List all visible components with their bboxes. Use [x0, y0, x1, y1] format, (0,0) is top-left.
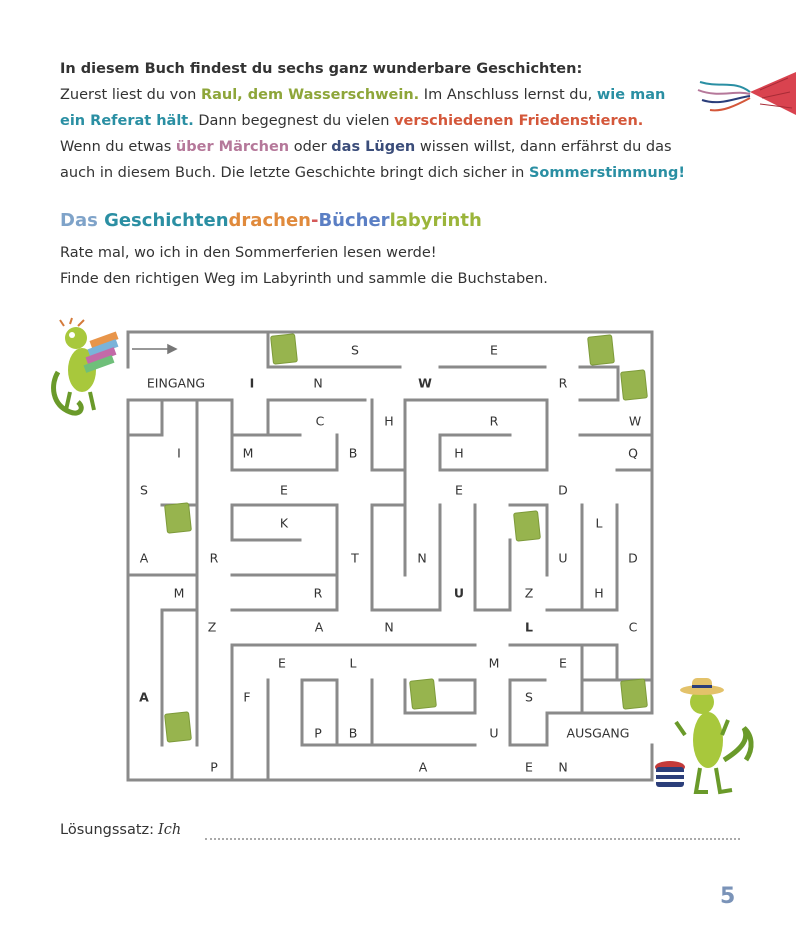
story-title-friedenstiere: verschiedenen Friedenstieren. — [394, 113, 644, 129]
story-title-referat-part: wie man — [596, 87, 666, 103]
maze-letter: M — [173, 585, 185, 601]
maze-letter: S — [140, 482, 148, 498]
maze-letter: F — [243, 689, 251, 705]
maze-letter: D — [558, 482, 568, 498]
maze-letter: A — [314, 619, 324, 635]
story-title-sommer: Sommerstimmung! — [528, 165, 685, 181]
maze-letter: Z — [207, 619, 217, 635]
instruction-line-1: Rate mal, wo ich in den Sommerferien lesen werde! — [60, 245, 437, 261]
text: oder — [289, 139, 332, 155]
story-title-referat: ein Referat hält. — [60, 113, 194, 129]
dragon-with-books-icon — [54, 318, 119, 413]
maze-letter: N — [313, 375, 323, 391]
maze-letter: R — [558, 375, 568, 391]
title-part: Geschichten — [104, 210, 229, 231]
maze-letter: E — [559, 655, 567, 671]
text: auch in diesem Buch. Die letzte Geschichte bringt dich sicher in — [60, 165, 529, 181]
maze-letter: M — [488, 655, 500, 671]
maze-letter: S — [525, 689, 533, 705]
dragon-with-hat-icon — [655, 678, 751, 792]
maze-letter: N — [384, 619, 394, 635]
maze-letter: I — [249, 375, 255, 391]
maze-start-label: EINGANG — [146, 375, 206, 391]
maze-letter: T — [351, 550, 359, 566]
maze-letter: D — [628, 550, 638, 566]
maze-letter: U — [558, 550, 568, 566]
maze-letter: E — [490, 342, 498, 358]
maze-letter: L — [525, 619, 533, 635]
maze-letter: B — [348, 445, 358, 461]
answer-start: Ich — [158, 822, 182, 838]
story-title-maerchen: über Märchen — [175, 139, 290, 155]
maze-letter: R — [313, 585, 323, 601]
maze-walls — [128, 332, 652, 780]
text: wissen willst, dann erfährst du das — [415, 139, 672, 155]
title-part: - — [310, 210, 319, 231]
page-number: 5 — [720, 884, 736, 909]
maze-letter: P — [314, 725, 322, 741]
title-part: labyrinth — [389, 210, 482, 231]
maze-letter: C — [628, 619, 638, 635]
story-title-raul: Raul, dem Wasserschwein. — [200, 87, 420, 103]
answer-line — [60, 822, 181, 838]
maze-letter: Z — [524, 585, 534, 601]
intro-line-1: In diesem Buch findest du sechs ganz wunderbare Geschichten: — [60, 61, 583, 77]
maze-letter: N — [417, 550, 427, 566]
maze-letter: N — [558, 759, 568, 775]
maze-letter: A — [418, 759, 428, 775]
text: Dann begegnest du vielen — [193, 113, 395, 129]
maze-letter: E — [525, 759, 533, 775]
maze-letter: A — [139, 550, 149, 566]
title-part: Bücher — [318, 210, 390, 231]
text: Zuerst liest du von — [60, 87, 201, 103]
maze-letter: E — [278, 655, 286, 671]
maze-letter: B — [348, 725, 358, 741]
maze-letter: K — [279, 515, 289, 531]
maze-letter: I — [177, 445, 181, 461]
story-title-luegen: das Lügen — [331, 139, 416, 155]
maze-letter: W — [628, 413, 642, 429]
maze-letter: L — [595, 515, 603, 531]
maze-letter: P — [210, 759, 218, 775]
answer-input-line[interactable] — [205, 838, 740, 840]
maze-letter: A — [139, 689, 149, 705]
maze-end-label: AUSGANG — [566, 725, 630, 741]
answer-label: Lösungssatz: — [60, 822, 155, 838]
maze-letter: H — [384, 413, 394, 429]
maze-letter: L — [349, 655, 357, 671]
maze-letter: U — [453, 585, 465, 601]
maze-letter: S — [351, 342, 359, 358]
text: Wenn du etwas — [60, 139, 176, 155]
text: Im Anschluss lernst du, — [419, 87, 597, 103]
instruction-line-2: Finde den richtigen Weg im Labyrinth und sammle die Buchstaben. — [60, 271, 548, 287]
maze-letter: E — [455, 482, 463, 498]
maze-letter: M — [242, 445, 254, 461]
maze-letter: H — [594, 585, 604, 601]
maze-letter: C — [315, 413, 325, 429]
title-part: drachen — [228, 210, 311, 231]
maze-letter: W — [418, 375, 432, 391]
maze-letter: E — [280, 482, 288, 498]
arrow-right-icon — [132, 345, 176, 353]
maze-letter: R — [209, 550, 219, 566]
maze-letter: Q — [628, 445, 638, 461]
maze-letter: R — [489, 413, 499, 429]
maze-letter: U — [489, 725, 499, 741]
maze-letter: H — [454, 445, 464, 461]
title-part: Das — [60, 210, 105, 231]
